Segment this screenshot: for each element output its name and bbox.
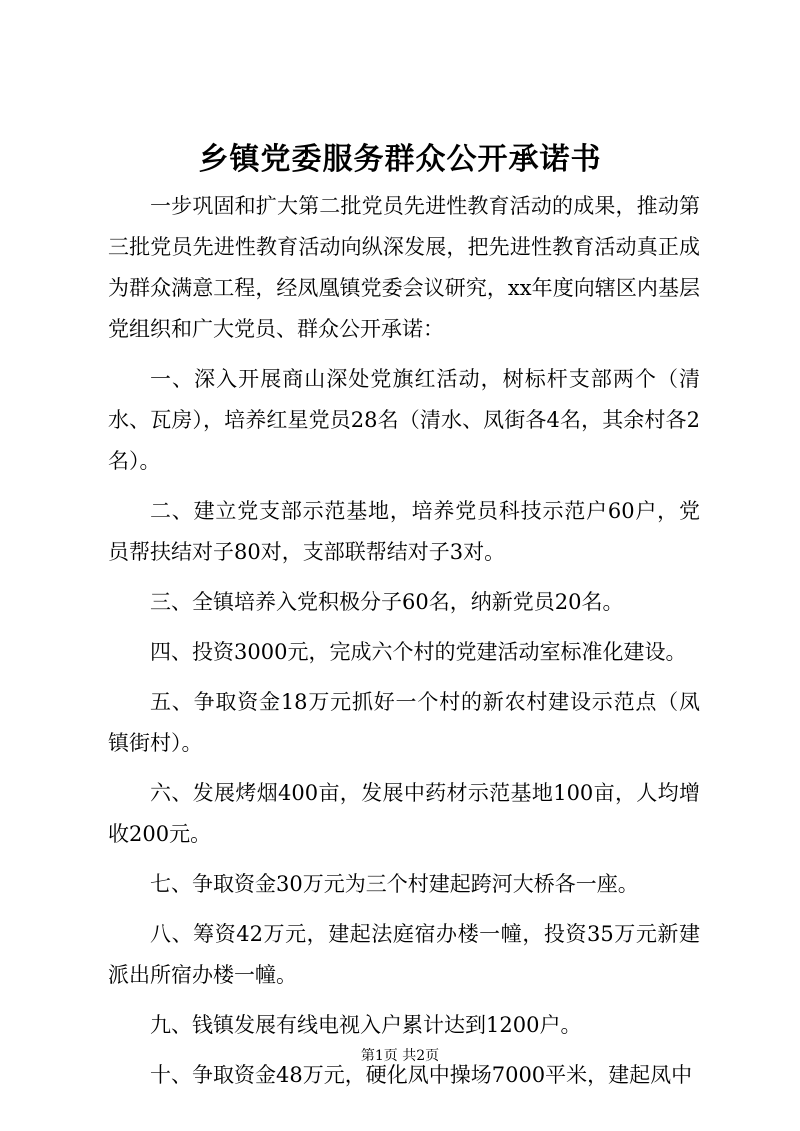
document-title: 乡镇党委服务群众公开承诺书 (198, 142, 602, 177)
paragraph-item-6: 六、发展烤烟400亩，发展中药材示范基地100亩，人均增收200元。 (108, 781, 700, 846)
paragraph-item-3: 三、全镇培养入党积极分子60名，纳新党员20名。 (150, 590, 624, 614)
paragraph-item-7: 七、争取资金30万元为三个村建起跨河大桥各一座。 (150, 872, 639, 896)
paragraph-item-1: 一、深入开展商山深处党旗红活动，树标杆支部两个（清水、瓦房），培养红星党员28名（清水、凤街各4名，其余村各2名）。 (108, 367, 700, 473)
page-number: 第1页 共2页 (360, 1048, 440, 1064)
paragraph-item-4: 四、投资3000元，完成六个村的党建活动室标准化建设。 (150, 640, 687, 664)
paragraph-item-5: 五、争取资金18万元抓好一个村的新农村建设示范点（凤镇街村）。 (108, 690, 700, 755)
paragraph-intro: 一步巩固和扩大第二批党员先进性教育活动的成果，推动第三批党员先进性教育活动向纵深发展，把先进性教育活动真正成为群众满意工程，经凤凰镇党委会议研究，xx年度向辖区内基层党组织和广大党员、群众公开承诺： (108, 194, 700, 341)
paragraph-item-8: 八、筹资42万元，建起法庭宿办楼一幢，投资35万元新建派出所宿办楼一幢。 (108, 922, 700, 987)
paragraph-item-2: 二、建立党支部示范基地，培养党员科技示范户60户，党员帮扶结对子80对，支部联帮结对子3对。 (108, 499, 700, 564)
paragraph-item-10: 十、争取资金48万元，硬化凤中操场7000平米，建起凤中 (150, 1063, 693, 1087)
document-body (108, 186, 700, 1105)
paragraph-item-9: 九、钱镇发展有线电视入户累计达到1200户。 (150, 1013, 582, 1037)
